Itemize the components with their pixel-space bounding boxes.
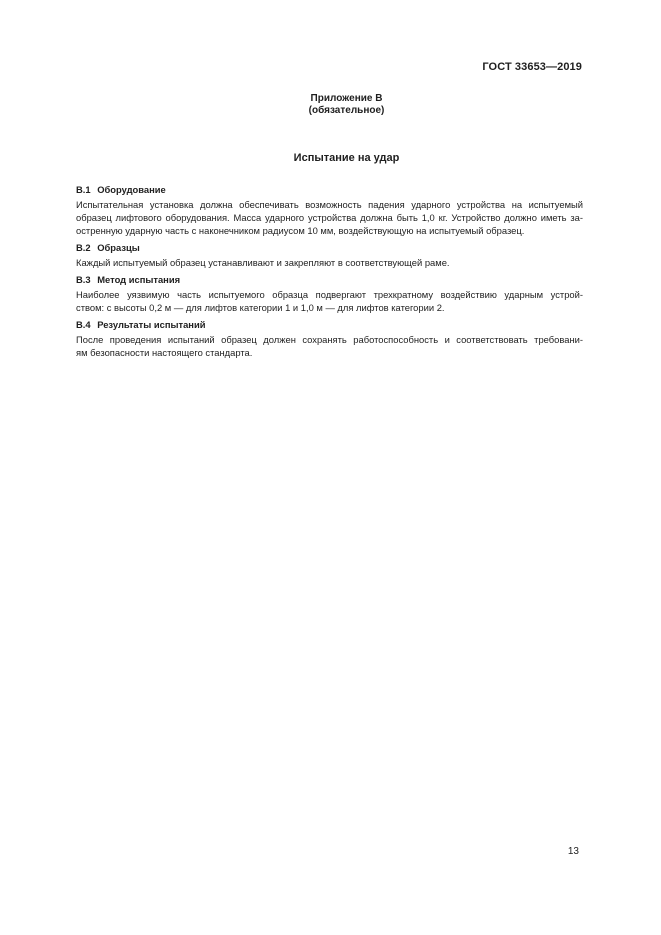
section-title: Метод испытания [97,274,181,285]
section-heading [76,318,583,331]
section-equipment [76,183,583,237]
paragraph-line: Испытательная установка должна обеспечивать возможность падения ударного устройства на испытуемый [76,199,583,210]
paragraph-line: Каждый испытуемый образец устанавливают и закрепляют в соответствующей раме. [76,257,450,268]
paragraph-line: образец лифтового оборудования. Масса ударного устройства должна быть 1,0 кг. Устройство должно иметь за- [76,212,583,223]
section-results [76,318,583,359]
section-paragraph [76,256,583,269]
section-paragraph [76,288,583,314]
paragraph-line: После проведения испытаний образец должен сохранять работоспособность и соответствовать требовани- [76,334,583,345]
document-id: ГОСТ 33653—2019 [482,61,582,73]
appendix-status: (обязательное) [308,105,385,116]
section-number: В.1 [76,184,91,195]
paragraph-line: остренную ударную часть с наконечником радиусом 10 мм, воздействующую на испытуемый образец. [76,225,525,236]
section-paragraph [76,198,583,237]
section-number: В.3 [76,274,91,285]
section-title: Образцы [97,242,140,253]
document-body [76,183,583,363]
section-method [76,273,583,314]
appendix-heading [0,93,661,117]
section-title: Оборудование [97,184,166,195]
page-title: Испытание на удар [293,152,400,164]
section-heading [76,241,583,254]
paragraph-line: ством: с высоты 0,2 м — для лифтов категории 1 и 1,0 м — для лифтов категории 2. [76,302,445,313]
section-title: Результаты испытаний [97,319,206,330]
appendix-label: Приложение В [310,93,383,104]
page-number: 13 [567,846,579,857]
section-heading [76,183,583,196]
paragraph-line: Наиболее уязвимую часть испытуемого образца подвергают трехкратному воздействию ударным устрой- [76,289,583,300]
paragraph-line: ям безопасности настоящего стандарта. [76,347,253,358]
section-samples [76,241,583,269]
section-number: В.4 [76,319,91,330]
section-number: В.2 [76,242,91,253]
section-heading [76,273,583,286]
section-paragraph [76,333,583,359]
